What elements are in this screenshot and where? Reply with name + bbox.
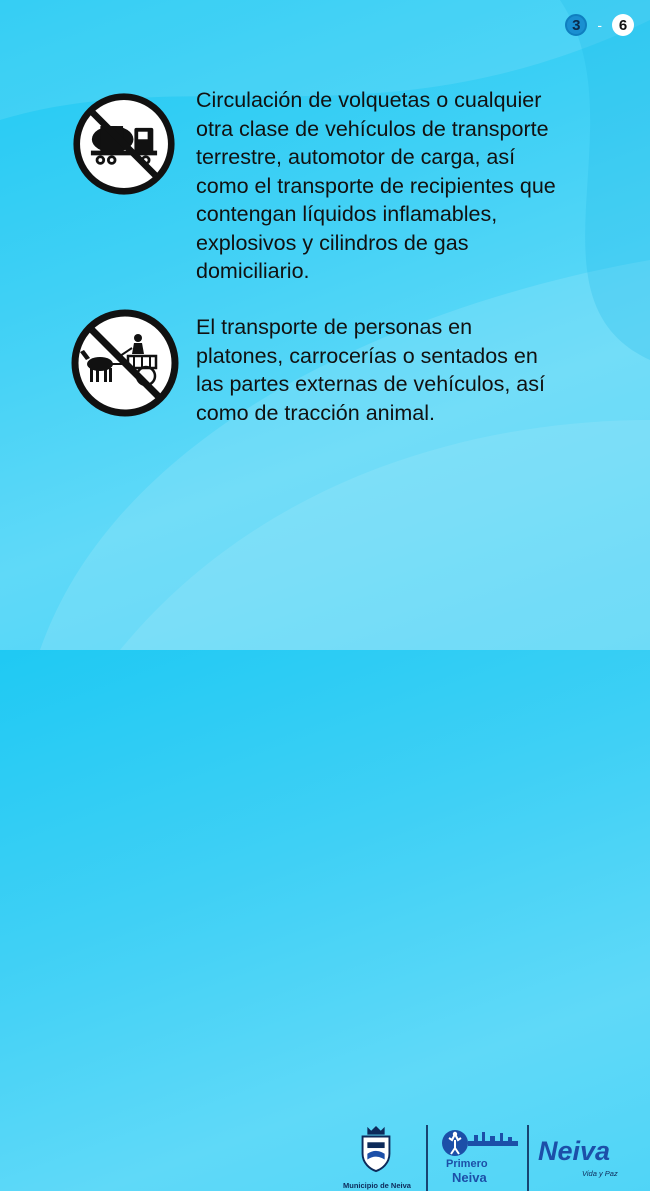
rule-text-animal-traction: El transporte de personas en platones, carrocerías o sentados en las partes externas de vehículos, así como de tracción animal.	[196, 315, 545, 425]
no-tanker-truck-icon	[72, 92, 176, 196]
footer-logos	[0, 560, 650, 1190]
footer-divider-1	[426, 1125, 428, 1191]
rule-text-tanker: Circulación de volquetas o cualquier otra clase de vehículos de transporte terrestre, automotor de carga, así como el transporte de recipientes que contengan líquidos inflamables, explosivos y cilindros de gas domiciliario.	[196, 88, 556, 283]
footer-divider-2	[527, 1125, 529, 1191]
municipio-caption: Municipio de Neiva	[343, 1181, 411, 1190]
current-page-number: 3	[565, 14, 587, 36]
page-indicator	[565, 14, 634, 36]
coat-of-arms-icon	[358, 1125, 394, 1173]
skyline-key-icon	[440, 1128, 520, 1158]
no-horse-cart-icon	[70, 308, 180, 418]
primero-text: Primero	[446, 1158, 488, 1170]
municipio-logo	[358, 1125, 394, 1175]
neiva-text: Neiva	[452, 1170, 487, 1185]
total-pages-number: 6	[612, 14, 634, 36]
page-separator: -	[597, 17, 602, 33]
neiva-brand-text: Neiva	[538, 1136, 611, 1166]
neiva-tagline: Vida y Paz	[582, 1169, 618, 1178]
neiva-vida-paz-logo	[538, 1136, 638, 1186]
primero-neiva-logo	[440, 1128, 520, 1188]
